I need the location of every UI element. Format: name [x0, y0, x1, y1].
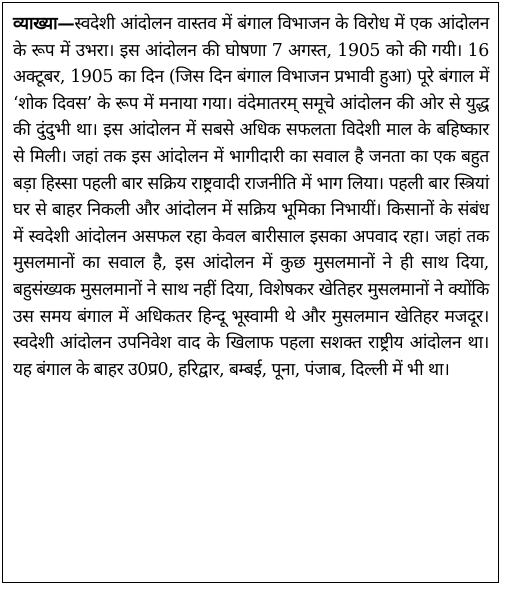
explanation-paragraph: [3, 3, 498, 383]
explanation-body-text: स्वदेशी आंदोलन वास्तव में बंगाल विभाजन के विरोध में एक आंदोलन के रूप में उभरा। इस आंदोलन की घोषणा 7 अगस्त, 1905 को की गयी। 16 अक्टूबर, 1905 का दिन (जिस दिन बंगाल विभाजन प्रभावी हुआ) पूरे बंगाल में ‘शोक दिवस’ के रूप में मनाया गया। वंदेमातरम् समूचे आंदोलन की ओर से युद्ध की दुंदुभी था। इस आंदोलन में सबसे अधिक सफलता विदेशी माल के बहिष्कार से मिली। जहां तक इस आंदोलन में भागीदारी का सवाल है जनता का एक बहुत बड़ा हिस्सा पहली बार सक्रिय राष्ट्रवादी राजनीति में भाग लिया। पहली बार स्त्रियां घर से बाहर निकली और आंदोलन में सक्रिय भूमिका निभायीं। किसानों के संबंध में स्वदेशी आंदोलन असफल रहा केवल बारीसाल इसका अपवाद रहा। जहां तक मुसलमानों का सवाल है, इस आंदोलन में कुछ मुसलमानों ने ही साथ दिया, बहुसंख्यक मुसलमानों ने साथ नहीं दिया, विशेषकर खेतिहर मुसलमानों ने क्योंकि उस समय बंगाल में अधिकतर हिन्दू भूस्वामी थे और मुसलमान खेतिहर मजदूर। स्वदेशी आंदोलन उपनिवेश वाद के खिलाफ पहला सशक्त राष्ट्रीय आंदोलन था। यह बंगाल के बाहर उ0प्र0, हरिद्वार, बम्बई, पूना, पंजाब, दिल्ली में भी था।: [13, 14, 489, 380]
explanation-box: [2, 2, 499, 583]
label-separator: —: [57, 14, 75, 34]
explanation-label: व्याख्या: [13, 14, 58, 34]
